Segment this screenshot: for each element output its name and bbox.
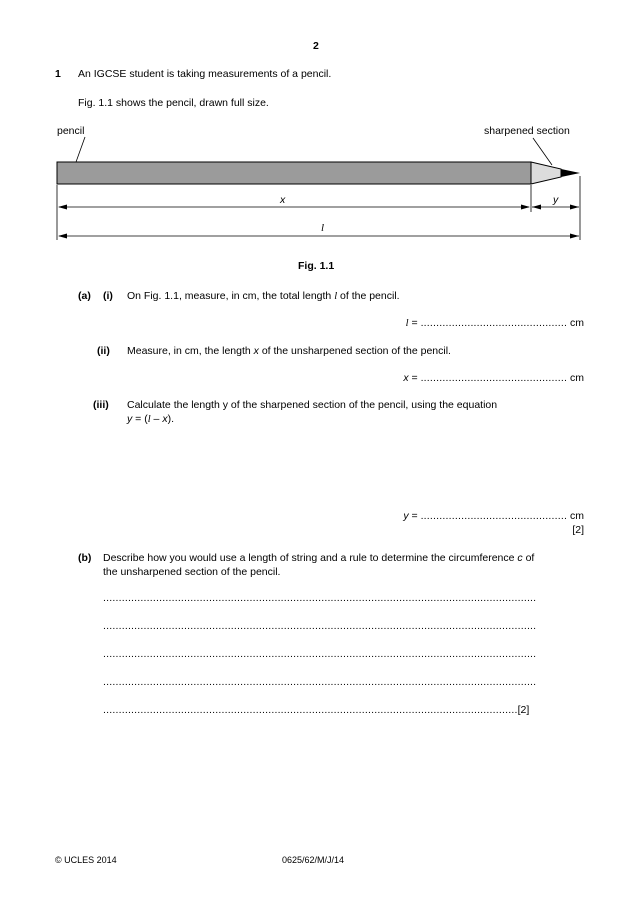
- answer-line-b-5[interactable]: .....................................................................................................................................[2]: [103, 704, 530, 716]
- figure-caption: Fig. 1.1: [298, 260, 335, 272]
- dimension-y-label: y: [553, 194, 559, 206]
- pencil-body: [57, 162, 531, 184]
- answer-line-b-4[interactable]: ...........................................................................................................................................: [103, 676, 537, 688]
- answer-line-l[interactable]: l = ............................................... cm: [405, 317, 584, 329]
- pencil-label: pencil: [57, 125, 85, 137]
- figure-intro: Fig. 1.1 shows the pencil, drawn full size.: [78, 97, 269, 109]
- sharpened-wood: [531, 162, 561, 184]
- marks-a: [2]: [572, 524, 584, 536]
- part-a-iii-line2: y = (l – x).: [127, 413, 174, 425]
- pencil-figure: [0, 0, 638, 260]
- dimension-x-arrow-right: [521, 205, 530, 210]
- answer-line-b-2[interactable]: ...........................................................................................................................................: [103, 620, 537, 632]
- answer-line-b-3[interactable]: ...........................................................................................................................................: [103, 648, 537, 660]
- part-a-label: (a): [78, 290, 91, 302]
- part-a-iii-line1: Calculate the length y of the sharpened section of the pencil, using the equation: [127, 399, 498, 411]
- dimension-x-label: x: [280, 194, 286, 206]
- part-a-iii-label: (iii): [93, 399, 109, 411]
- sharpened-section-label: sharpened section: [484, 125, 570, 137]
- sharpened-leader-line: [533, 138, 552, 165]
- dimension-l-label: l: [321, 222, 325, 234]
- marks-b: [2]: [517, 704, 530, 716]
- graphite-tip: [561, 169, 580, 177]
- dimension-l-arrow-left: [58, 234, 67, 239]
- part-a-ii-label: (ii): [97, 345, 110, 357]
- answer-line-x[interactable]: x = ............................................... cm: [403, 372, 584, 384]
- part-a-i-label: (i): [103, 290, 113, 302]
- answer-line-y[interactable]: y = ............................................... cm: [403, 510, 584, 522]
- answer-line-b-1[interactable]: ...........................................................................................................................................: [103, 592, 537, 604]
- dimension-x-arrow-left: [58, 205, 67, 210]
- part-b-line2: the unsharpened section of the pencil.: [103, 566, 281, 578]
- footer-copyright: © UCLES 2014: [55, 855, 117, 865]
- dimension-y-arrow-left: [532, 205, 541, 210]
- question-number: 1: [55, 68, 61, 80]
- part-a-ii-question: Measure, in cm, the length x of the unsharpened section of the pencil.: [127, 345, 451, 357]
- part-b-label: (b): [78, 552, 92, 564]
- pencil-leader-line: [76, 137, 85, 162]
- part-a-i-question: On Fig. 1.1, measure, in cm, the total length l of the pencil.: [127, 290, 400, 302]
- dimension-y-arrow-right: [570, 205, 579, 210]
- part-b-line1: Describe how you would use a length of string and a rule to determine the circumference c of: [103, 552, 535, 564]
- dimension-l-arrow-right: [570, 234, 579, 239]
- page-number: 2: [313, 40, 319, 52]
- footer-code: 0625/62/M/J/14: [282, 855, 345, 865]
- question-intro: An IGCSE student is taking measurements of a pencil.: [78, 68, 332, 80]
